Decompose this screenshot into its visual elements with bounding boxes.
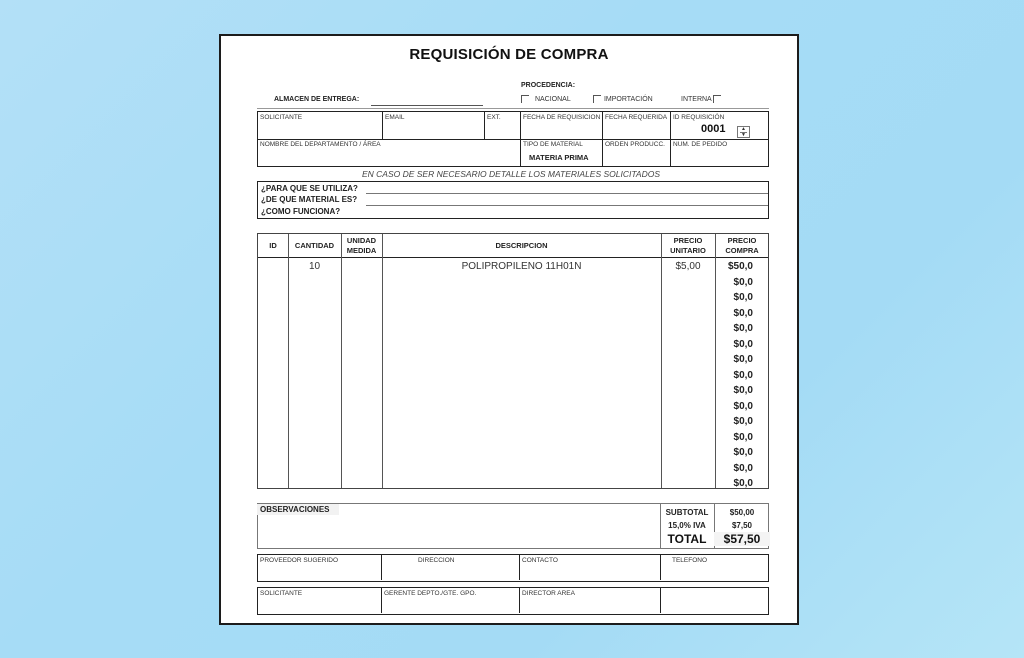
observaciones-box[interactable] [257, 503, 769, 549]
firma-gerente[interactable]: GERENTE DEPTO./GTE. GPO. [382, 588, 520, 613]
spin-up-icon[interactable]: ▲ [741, 125, 746, 132]
row-precio-compra: $0,0 [733, 369, 753, 381]
row1-cantidad[interactable]: 10 [308, 261, 321, 272]
email-field[interactable]: EMAIL [383, 112, 485, 139]
row-precio-compra: $0,0 [733, 354, 753, 365]
fecha-requerida-field[interactable]: FECHA REQUERIDA [603, 112, 671, 139]
col-id: ID [269, 240, 277, 250]
row-precio-compra: $0,0 [733, 292, 753, 303]
row-precio-compra: $0,0 [733, 416, 753, 427]
firma-solicitante[interactable]: SOLICITANTE [258, 588, 382, 613]
fecha-requisicion-field[interactable]: FECHA DE REQUISICION [521, 112, 603, 139]
col-precio-compra: PRECIO COMPRA [725, 235, 759, 255]
row-precio-compra: $0,0 [733, 431, 753, 443]
almacen-label: ALMACEN DE ENTREGA: [274, 96, 360, 103]
iva-value: $7,50 [731, 521, 753, 530]
solicitante-field[interactable]: SOLICITANTE [258, 112, 383, 139]
question-uso: ¿PARA QUE SE UTILIZA? [261, 184, 358, 193]
detail-note: EN CASO DE SER NECESARIO DETALLE LOS MATERIALES SOLICITADOS [361, 169, 661, 179]
observaciones-label: OBSERVACIONES [260, 505, 330, 514]
row-precio-compra: $0,0 [733, 447, 753, 458]
num-pedido-field[interactable]: NUM. DE PEDIDO [673, 141, 728, 148]
row1-precio-unitario[interactable]: $5,00 [675, 261, 701, 272]
contacto-field[interactable]: CONTACTO [520, 555, 661, 580]
items-table [257, 233, 769, 489]
subtotal-label: SUBTOTAL [665, 508, 709, 517]
telefono-field[interactable]: TELEFONO [672, 557, 708, 564]
id-requisicion-field: ID REQUISICIÓN 0001 ▲ ▼ [671, 112, 769, 139]
departamento-field[interactable]: NOMBRE DEL DEPARTAMENTO / ÁREA [258, 139, 521, 166]
firma-extra[interactable] [661, 588, 768, 613]
interna-checkbox[interactable] [713, 95, 721, 103]
orden-produccion-field[interactable]: ORDEN PRODUCC. [603, 139, 671, 166]
header-fields [257, 111, 769, 167]
signature-row [257, 587, 769, 615]
ext-field[interactable]: EXT. [485, 112, 521, 139]
supplier-row [257, 554, 769, 582]
requisition-form [219, 34, 799, 625]
subtotal-value: $50,00 [729, 508, 755, 517]
row-precio-compra: $0,0 [733, 307, 753, 319]
procedencia-label: PROCEDENCIA: [521, 82, 576, 89]
iva-label: 15,0% IVA [668, 521, 706, 530]
row-precio-compra: $0,0 [733, 323, 753, 334]
total-label: TOTAL [667, 532, 707, 546]
proveedor-field[interactable]: PROVEEDOR SUGERIDO [258, 555, 382, 580]
option-nacional[interactable]: NACIONAL [521, 95, 571, 103]
tipo-material-field[interactable]: TIPO DE MATERIAL MATERIA PRIMA [521, 139, 603, 166]
spin-down-icon[interactable]: ▼ [741, 131, 746, 138]
row-precio-compra: $0,0 [733, 276, 753, 288]
questions-input[interactable] [366, 182, 768, 217]
importacion-checkbox[interactable] [593, 95, 601, 103]
row-precio-compra: $50,0 [727, 261, 753, 272]
option-importacion[interactable]: IMPORTACIÓN [593, 95, 653, 103]
col-cantidad: CANTIDAD [294, 240, 335, 250]
col-unidad: UNIDAD MEDIDA [346, 235, 377, 255]
row-precio-compra: $0,0 [733, 478, 753, 489]
almacen-input[interactable] [371, 105, 483, 106]
question-funciona: ¿COMO FUNCIONA? [261, 207, 341, 216]
col-precio-unitario: PRECIO UNITARIO [670, 235, 706, 255]
direccion-field[interactable]: DIRECCION [382, 555, 520, 580]
row-precio-compra: $0,0 [733, 400, 753, 412]
row-precio-compra: $0,0 [733, 338, 753, 350]
tipo-material-value: MATERIA PRIMA [529, 153, 589, 162]
row-precio-compra: $0,0 [733, 462, 753, 474]
questions-box [257, 181, 769, 219]
option-interna[interactable]: INTERNA [681, 95, 721, 103]
id-requisicion-value: 0001 [701, 123, 726, 135]
col-descripcion: DESCRIPCION [495, 240, 548, 250]
document-title: REQUISICIÓN DE COMPRA [409, 46, 609, 63]
question-material: ¿DE QUE MATERIAL ES? [261, 195, 358, 204]
row1-descripcion[interactable]: POLIPROPILENO 11H01N [461, 261, 582, 272]
row-precio-compra: $0,0 [733, 385, 753, 396]
divider [257, 108, 769, 109]
id-spinner[interactable] [737, 126, 750, 138]
total-value: $57,50 [714, 532, 770, 546]
firma-director[interactable]: DIRECTOR AREA [520, 588, 661, 613]
nacional-checkbox[interactable] [521, 95, 529, 103]
